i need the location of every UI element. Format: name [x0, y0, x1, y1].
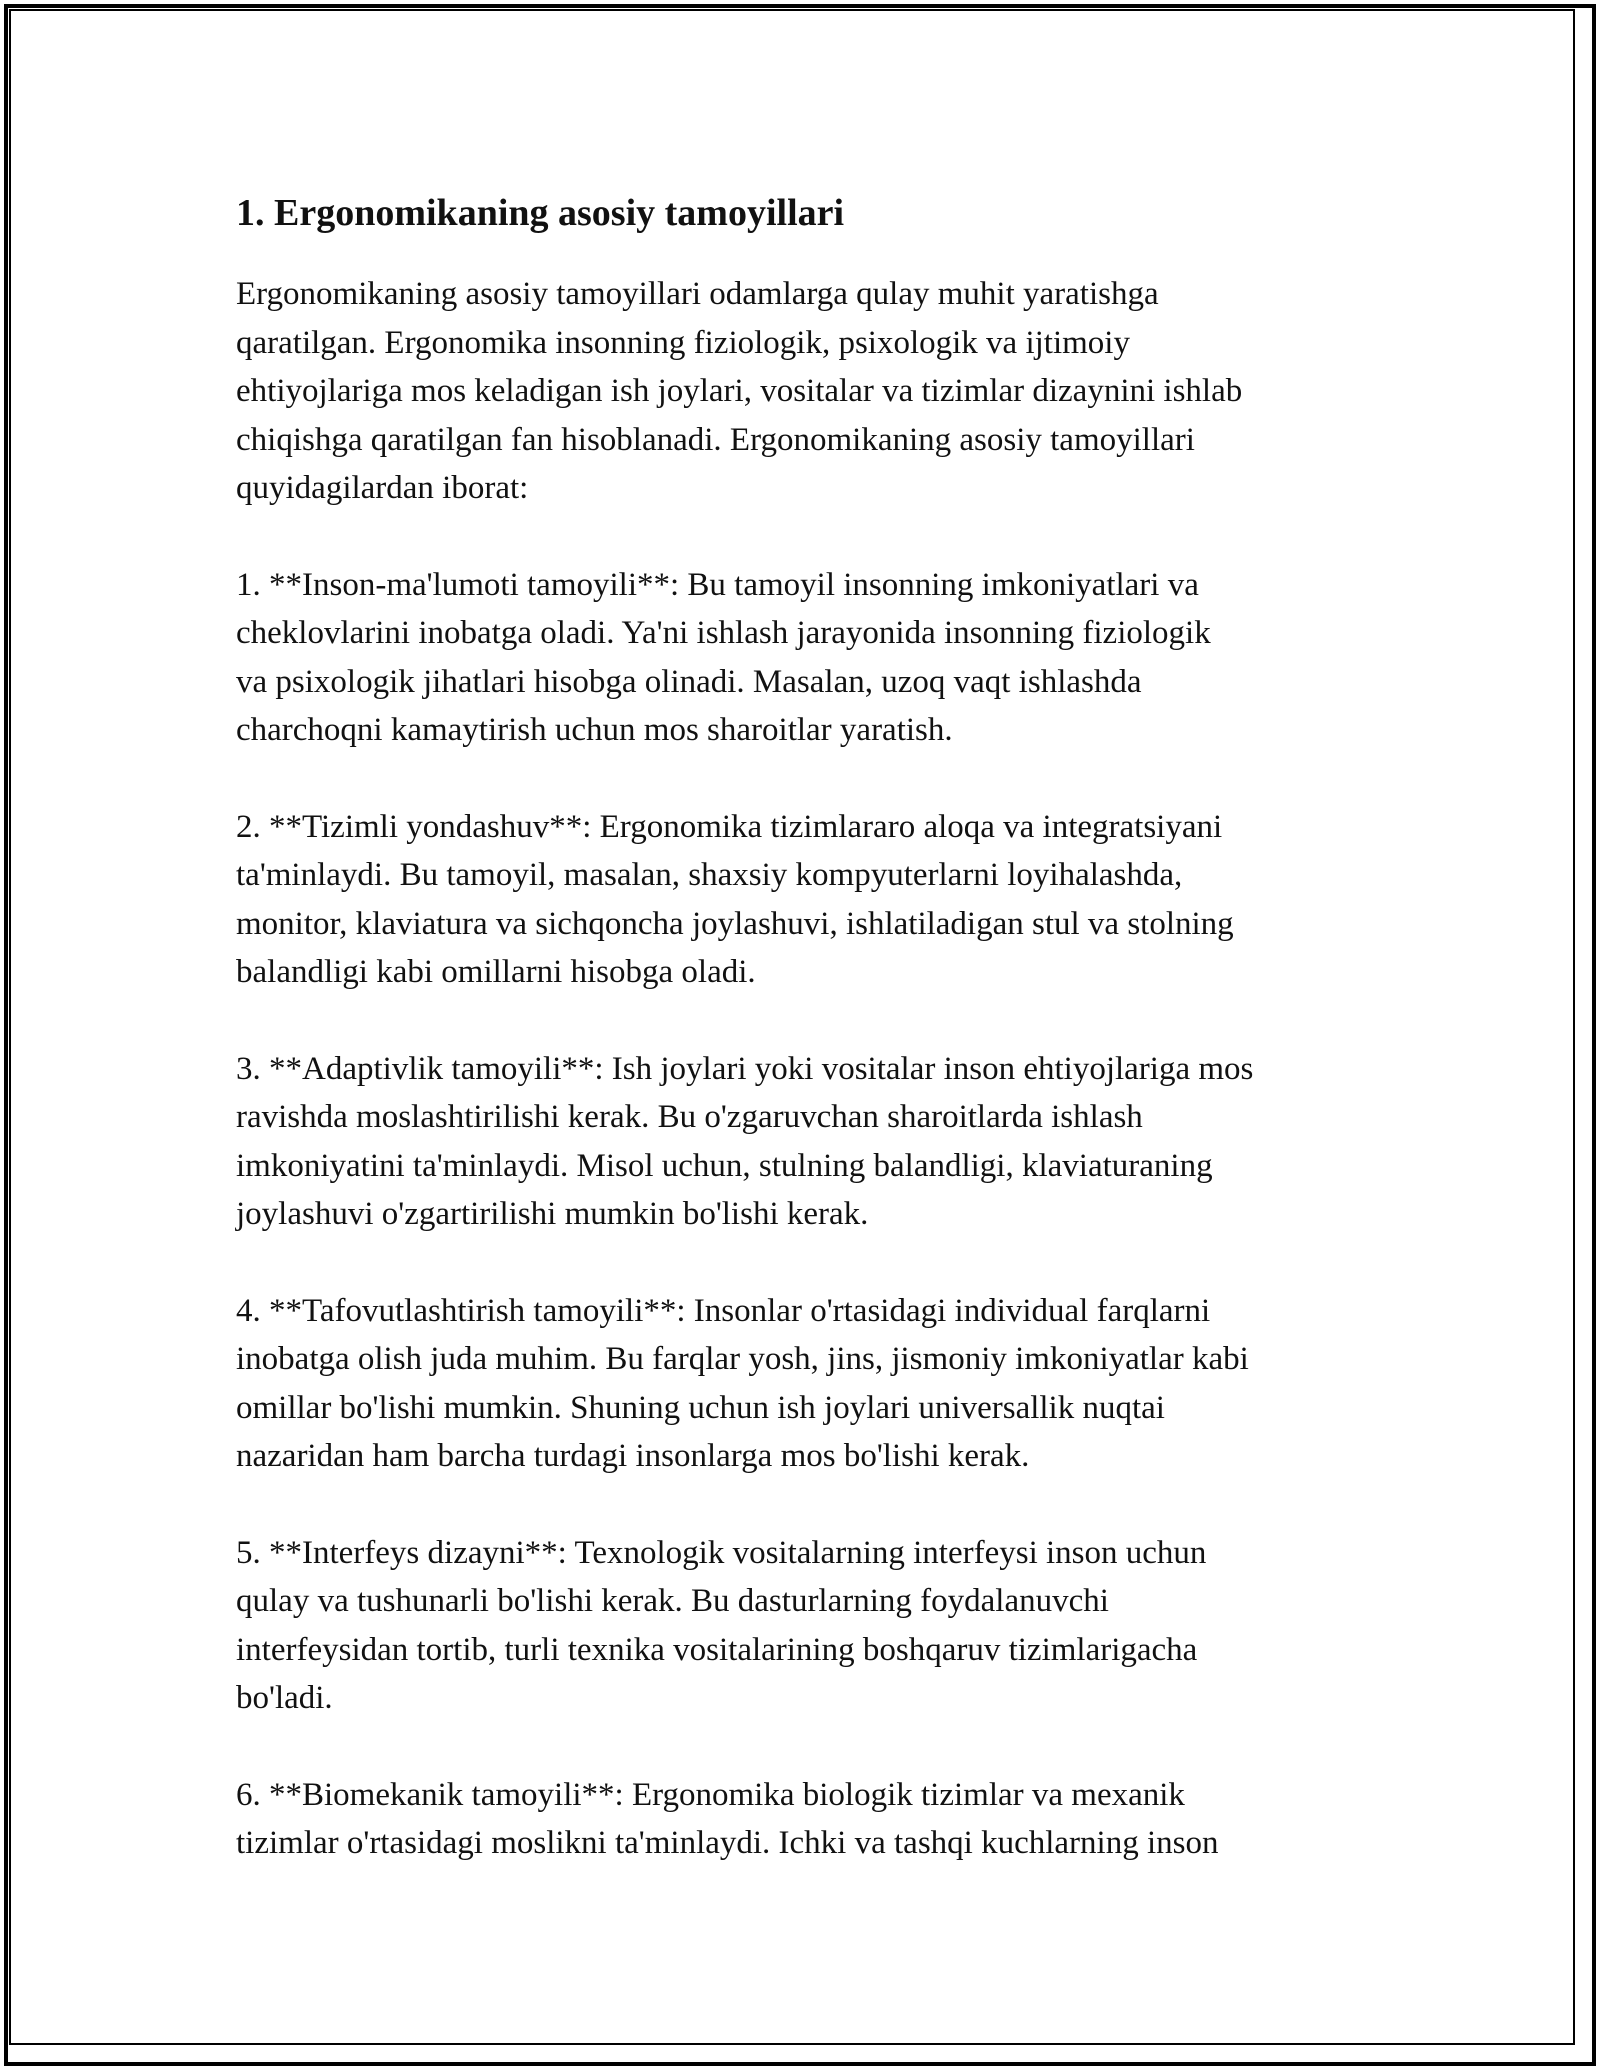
principle-5-paragraph: 5. **Interfeys dizayni**: Texnologik vositalarning interfeysi inson uchun qulay va tushunarli bo'lishi kerak. Bu dasturlarning foydalanuvchi interfeysidan tortib, turli texnika vositalarining boshqaruv tizimlarigacha bo'ladi. — [236, 1534, 1207, 1716]
document-body — [236, 186, 1386, 1916]
principle-2-paragraph: 2. **Tizimli yondashuv**: Ergonomika tizimlararo aloqa va integratsiyani ta'minlaydi. Bu tamoyil, masalan, shaxsiy kompyuterlarni loyihalashda, monitor, klaviatura va sichqoncha joylashuvi, ishlatiladigan stul va stolning balandligi kabi omillarni hisobga oladi. — [236, 808, 1234, 990]
document-title: 1. Ergonomikaning asosiy tamoyillari — [236, 192, 845, 234]
principle-1-paragraph: 1. **Inson-ma'lumoti tamoyili**: Bu tamoyil insonning imkoniyatlari va cheklovlarini inobatga oladi. Ya'ni ishlash jarayonida insonning fiziologik va psixologik jihatlari hisobga olinadi. Masalan, uzoq vaqt ishlashda charchoqni kamaytirish uchun mos sharoitlar yaratish. — [236, 566, 1211, 748]
principle-6-paragraph: 6. **Biomekanik tamoyili**: Ergonomika biologik tizimlar va mexanik tizimlar o'rtasidagi moslikni ta'minlaydi. Ichki va tashqi kuchlarning inson — [236, 1776, 1219, 1861]
principle-4-paragraph: 4. **Tafovutlashtirish tamoyili**: Insonlar o'rtasidagi individual farqlarni inobatga olish juda muhim. Bu farqlar yosh, jins, jismoniy imkoniyatlar kabi omillar bo'lishi mumkin. Shuning uchun ish joylari universallik nuqtai nazaridan ham barcha turdagi insonlarga mos bo'lishi kerak. — [236, 1292, 1249, 1474]
intro-paragraph: Ergonomikaning asosiy tamoyillari odamlarga qulay muhit yaratishga qaratilgan. Ergonomika insonning fiziologik, psixologik va ijtimoiy ehtiyojlariga mos keladigan ish joylari, vositalar va tizimlar dizaynini ishlab chiqishga qaratilgan fan hisoblanadi. Ergonomikaning asosiy tamoyillari quyidagilardan iborat: — [236, 276, 1243, 506]
principle-3-paragraph: 3. **Adaptivlik tamoyili**: Ish joylari yoki vositalar inson ehtiyojlariga mos ravishda moslashtirilishi kerak. Bu o'zgaruvchan sharoitlarda ishlash imkoniyatini ta'minlaydi. Misol uchun, stulning balandligi, klaviaturaning joylashuvi o'zgartirilishi mumkin bo'lishi kerak. — [236, 1050, 1254, 1232]
